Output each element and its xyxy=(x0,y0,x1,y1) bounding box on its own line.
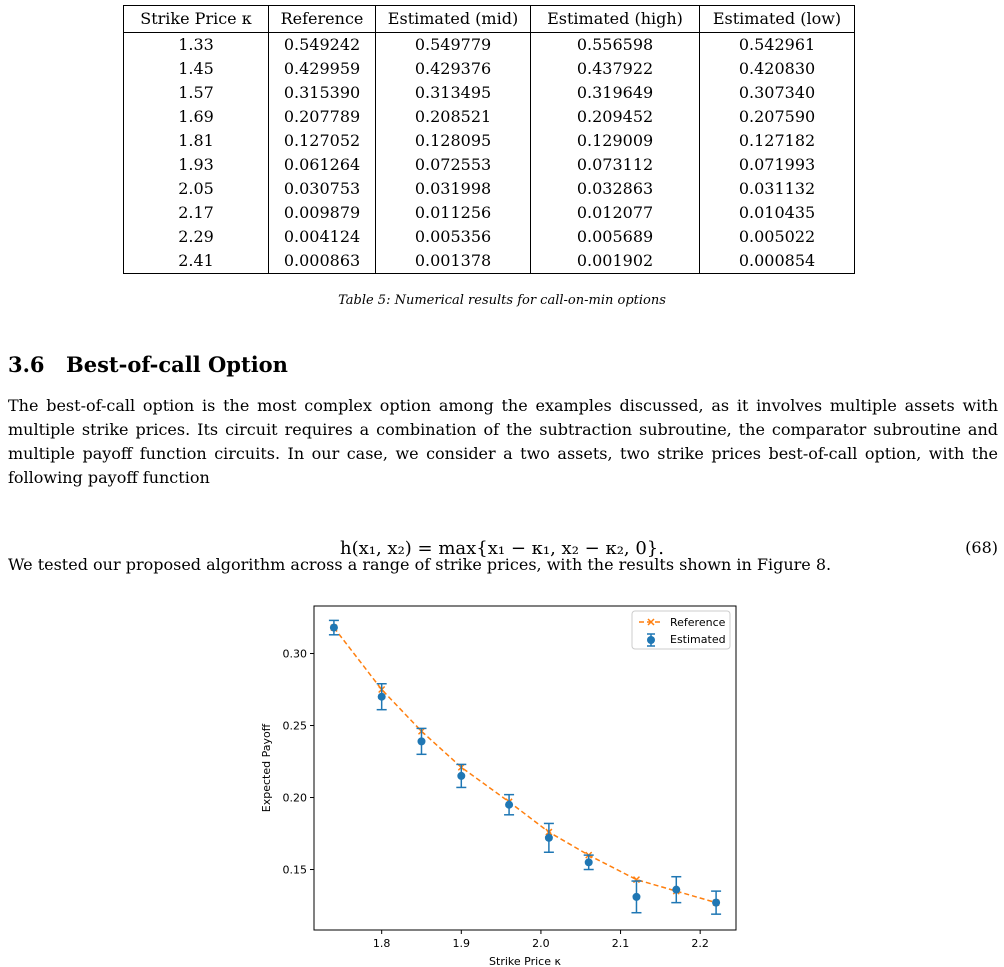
estimated-point xyxy=(378,693,386,701)
estimated-point xyxy=(457,772,465,780)
table-cell: 0.207590 xyxy=(700,105,855,129)
equation-number: (68) xyxy=(965,538,998,557)
table-cell: 1.45 xyxy=(124,57,269,81)
table-cell: 0.307340 xyxy=(700,81,855,105)
column-header: Strike Price κ xyxy=(124,6,269,33)
estimated-point xyxy=(672,886,680,894)
table-cell: 0.030753 xyxy=(269,177,376,201)
table-cell: 2.05 xyxy=(124,177,269,201)
legend-estimated-marker xyxy=(647,636,655,644)
table-cell: 0.072553 xyxy=(376,153,531,177)
estimated-point xyxy=(417,737,425,745)
table-cell: 0.437922 xyxy=(531,57,700,81)
table-cell: 0.549242 xyxy=(269,33,376,58)
table-cell: 1.81 xyxy=(124,129,269,153)
table-cell: 0.208521 xyxy=(376,105,531,129)
payoff-chart xyxy=(250,600,750,967)
section-heading xyxy=(8,352,288,377)
table-cell: 2.41 xyxy=(124,249,269,274)
axis-ticks xyxy=(283,648,709,950)
legend-estimated-label: Estimated xyxy=(670,633,726,646)
table-row xyxy=(124,177,855,201)
section-title: Best-of-call Option xyxy=(66,352,288,377)
table-row xyxy=(124,153,855,177)
table-cell: 2.29 xyxy=(124,225,269,249)
table-cell: 0.005022 xyxy=(700,225,855,249)
table-row xyxy=(124,225,855,249)
table-body xyxy=(124,33,855,274)
table-cell: 0.542961 xyxy=(700,33,855,58)
table-row xyxy=(124,201,855,225)
table-header-row xyxy=(124,6,855,33)
table-cell: 0.012077 xyxy=(531,201,700,225)
table-cell: 0.009879 xyxy=(269,201,376,225)
table-cell: 0.031132 xyxy=(700,177,855,201)
table-cell: 0.032863 xyxy=(531,177,700,201)
plot-frame xyxy=(314,606,736,930)
table-cell: 0.073112 xyxy=(531,153,700,177)
table-cell: 0.001378 xyxy=(376,249,531,274)
column-header: Reference xyxy=(269,6,376,33)
table-caption: Table 5: Numerical results for call-on-min options xyxy=(338,293,666,308)
column-header: Estimated (mid) xyxy=(376,6,531,33)
table-row xyxy=(124,129,855,153)
x-tick-label: 1.9 xyxy=(452,937,471,950)
table-cell: 0.129009 xyxy=(531,129,700,153)
table-cell: 0.031998 xyxy=(376,177,531,201)
table-cell: 0.005689 xyxy=(531,225,700,249)
table-cell: 0.209452 xyxy=(531,105,700,129)
reference-series xyxy=(331,625,719,906)
table-cell: 0.004124 xyxy=(269,225,376,249)
x-tick-label: 2.0 xyxy=(532,937,550,950)
table-cell: 0.127052 xyxy=(269,129,376,153)
table-cell: 0.319649 xyxy=(531,81,700,105)
table-row xyxy=(124,81,855,105)
y-axis-label: Expected Payoff xyxy=(260,723,273,813)
y-tick-label: 0.20 xyxy=(282,791,307,805)
table-cell: 0.315390 xyxy=(269,81,376,105)
estimated-point xyxy=(632,893,640,901)
x-tick-label: 1.8 xyxy=(372,937,391,950)
column-header: Estimated (high) xyxy=(531,6,700,33)
table-cell: 0.000854 xyxy=(700,249,855,274)
table-cell: 1.69 xyxy=(124,105,269,129)
table-cell: 0.549779 xyxy=(376,33,531,58)
table-cell: 0.128095 xyxy=(376,129,531,153)
table-row xyxy=(124,249,855,274)
estimated-series xyxy=(329,620,721,914)
equation-body: h(x₁, x₂) = max{x₁ − κ₁, x₂ − κ₂, 0}. xyxy=(340,538,664,559)
table-cell: 0.556598 xyxy=(531,33,700,58)
table-cell: 0.010435 xyxy=(700,201,855,225)
table-cell: 0.420830 xyxy=(700,57,855,81)
reference-line xyxy=(334,628,716,903)
table-cell: 1.57 xyxy=(124,81,269,105)
table-cell: 0.429376 xyxy=(376,57,531,81)
table-row xyxy=(124,105,855,129)
table-cell: 0.011256 xyxy=(376,201,531,225)
paragraph: We tested our proposed algorithm across a range of strike prices, with the results shown in Figure 8. xyxy=(8,555,832,574)
table-cell: 0.000863 xyxy=(269,249,376,274)
paragraph: The best-of-call option is the most complex option among the examples discussed, as it involves multiple assets with multiple strike prices. Its circuit requires a combination of the subtraction subroutine, the comparator subroutine and multiple payoff function circuits. In our case, we consider a two assets, two strike prices best-of-call option, with the following payoff function xyxy=(8,396,998,487)
chart-legend xyxy=(632,611,730,649)
x-tick-label: 2.2 xyxy=(691,937,709,950)
table-cell: 0.313495 xyxy=(376,81,531,105)
y-tick-label: 0.25 xyxy=(282,719,307,733)
table-cell: 0.207789 xyxy=(269,105,376,129)
estimated-point xyxy=(505,801,513,809)
estimated-point xyxy=(545,834,553,842)
results-table-container xyxy=(123,5,855,274)
estimated-point xyxy=(585,858,593,866)
table-cell: 0.429959 xyxy=(269,57,376,81)
legend-reference-label: Reference xyxy=(670,616,726,629)
estimated-point xyxy=(330,624,338,632)
table-cell: 0.071993 xyxy=(700,153,855,177)
table-cell: 0.001902 xyxy=(531,249,700,274)
column-header: Estimated (low) xyxy=(700,6,855,33)
table-cell: 2.17 xyxy=(124,201,269,225)
table-cell: 0.127182 xyxy=(700,129,855,153)
results-table xyxy=(123,5,855,274)
estimated-point xyxy=(712,899,720,907)
table-cell: 0.005356 xyxy=(376,225,531,249)
table-row xyxy=(124,33,855,58)
table-row xyxy=(124,57,855,81)
table-cell: 0.061264 xyxy=(269,153,376,177)
section-number: 3.6 xyxy=(8,352,45,377)
y-tick-label: 0.30 xyxy=(282,647,307,661)
x-axis-label: Strike Price κ xyxy=(489,955,561,967)
table-cell: 1.33 xyxy=(124,33,269,58)
y-tick-label: 0.15 xyxy=(282,863,307,877)
table-cell: 1.93 xyxy=(124,153,269,177)
x-tick-label: 2.1 xyxy=(611,937,630,950)
